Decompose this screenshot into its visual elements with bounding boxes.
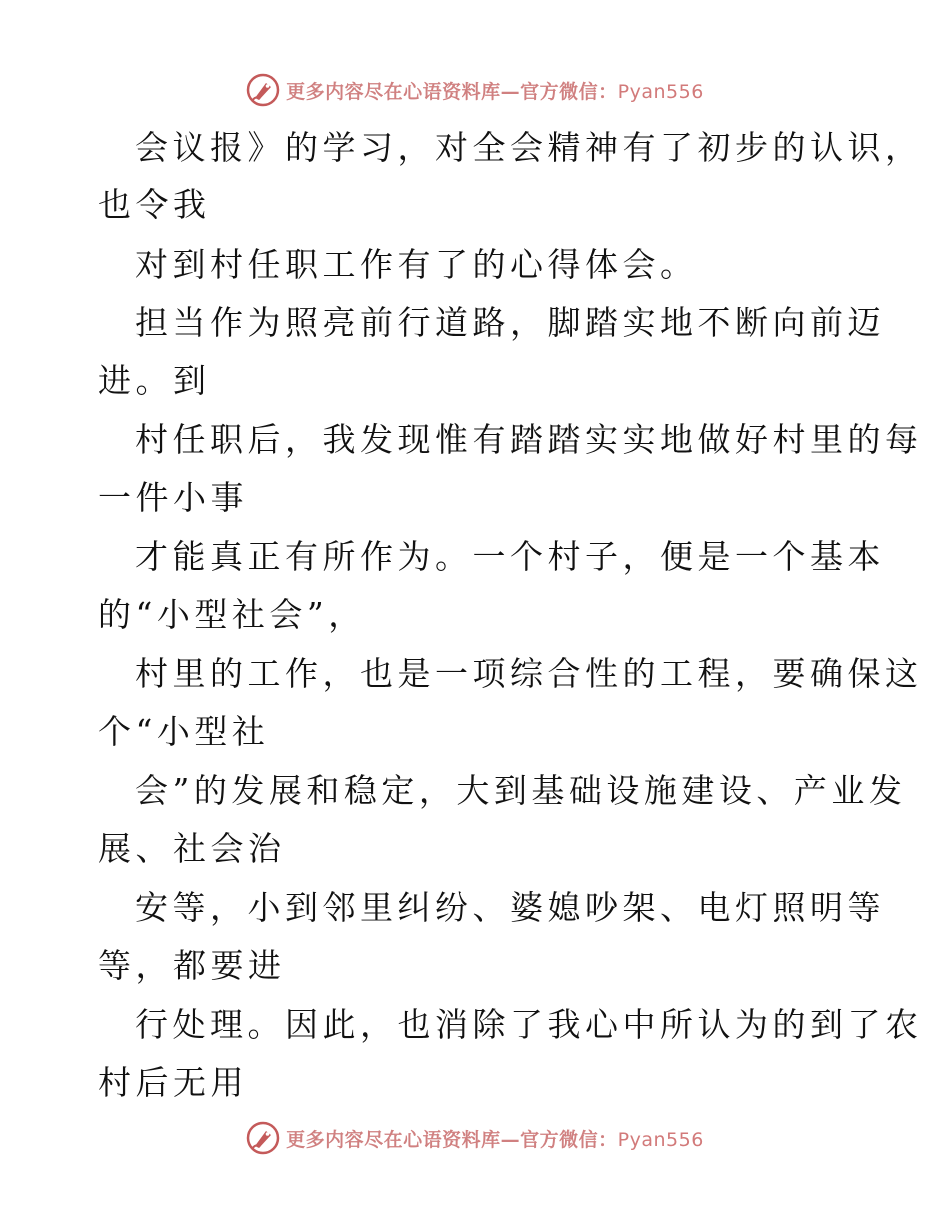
paragraph-line: 才能真正有所作为。一个村子，便是一个基本 [135, 537, 885, 576]
paragraph-line: 安等，小到邻里纠纷、婆媳吵架、电灯照明等 [135, 888, 885, 927]
watermark-text: 更多内容尽在心语资料库—官方微信：Pyan556 [286, 1128, 704, 1151]
paragraph-line: 村后无用 [98, 1063, 248, 1102]
footer-watermark [0, 1118, 950, 1158]
paragraph-line: 担当作为照亮前行道路，脚踏实地不断向前迈 [135, 303, 885, 342]
paragraph-line: 行处理。因此，也消除了我心中所认为的到了农 [135, 1005, 923, 1044]
paragraph-line: 会议报》的学习，对全会精神有了初步的认识， [135, 128, 923, 167]
watermark-text: 更多内容尽在心语资料库—官方微信：Pyan556 [286, 80, 704, 103]
header-watermark [0, 70, 950, 110]
paragraph-line: 一件小事 [98, 478, 248, 517]
paragraph-line: 村任职后，我发现惟有踏踏实实地做好村里的每 [135, 420, 923, 459]
paragraph-line: 的“小型社会”， [98, 595, 366, 634]
paragraph-line: 等，都要进 [98, 946, 286, 985]
paragraph-line: 展、社会治 [98, 829, 286, 868]
paragraph-line: 个“小型社 [98, 712, 270, 751]
paragraph-line: 进。到 [98, 361, 211, 400]
paragraph-line: 村里的工作，也是一项综合性的工程，要确保这 [135, 654, 923, 693]
pen-nib-logo-icon [246, 73, 280, 107]
paragraph-line: 也令我 [98, 185, 211, 224]
paragraph-line: 会”的发展和稳定，大到基础设施建设、产业发 [135, 771, 907, 810]
paragraph-line: 对到村任职工作有了的心得体会。 [135, 245, 698, 284]
pen-nib-logo-icon [246, 1121, 280, 1155]
